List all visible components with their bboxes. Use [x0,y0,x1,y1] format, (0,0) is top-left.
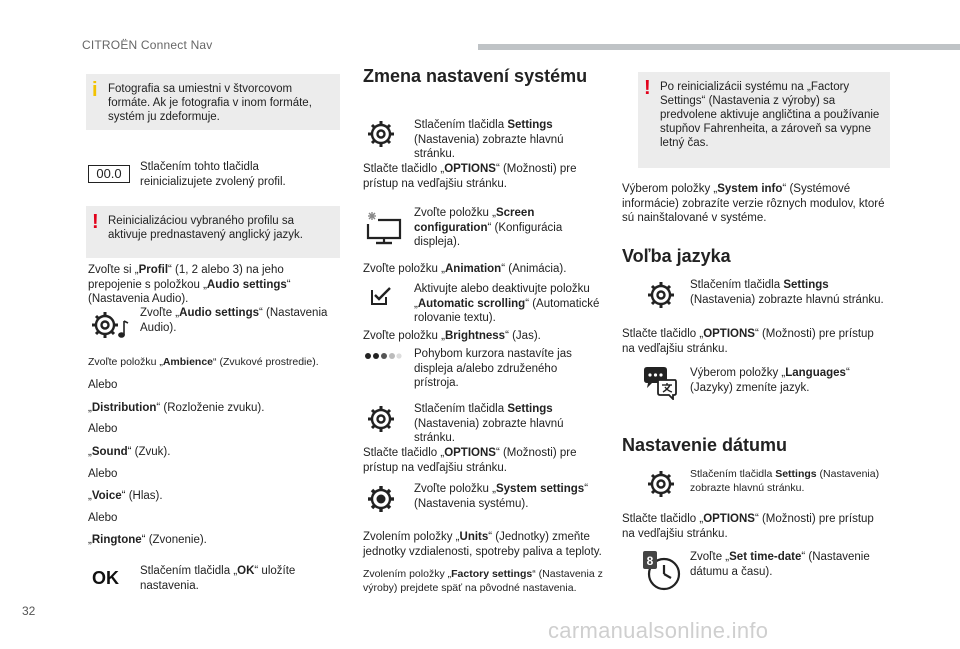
brightness-text: Zvoľte položku „Brightness“ (Jas). [363,330,541,342]
ok-icon: OK [92,568,119,588]
note-photo: i Fotografia sa umiestni v štvorcovom formáte. Ak je fotografia v inom formáte, systém ju zdeformuje. [86,74,340,130]
watermark: carmanualsonline.info [548,618,769,643]
info-icon: i [92,79,98,101]
reset-icon: 00.0 [88,165,130,183]
note-factory: ! Po reinicializácii systému na „Factory Settings“ (Nastavenia z výroby) sa predvolene aktivuje angličtina a používanie stupňov Fahrenheita, a zároveň sa vypne letný čas. [638,72,890,168]
alebo-1: Alebo [88,379,118,391]
profile-text: Zvoľte si „Profil“ (1, 2 alebo 3) na jeho prepojenie s položkou „Audio settings“ (Nastavenia Audio). [88,264,291,305]
distribution-text: „Distribution“ (Rozloženie zvuku). [88,402,265,414]
alebo-2: Alebo [88,423,118,435]
section-title-language: Voľba jazyka [622,246,731,266]
options-text-3: Stlačte tlačidlo „OPTIONS“ (Možnosti) pre prístup na vedľajšiu stránku. [622,328,874,355]
alebo-4: Alebo [88,512,118,524]
screen-config-text: Zvoľte položku „Screen configuration“ (Konfigurácia displeja). [414,207,563,248]
cursor-text: Pohybom kurzora nastavíte jas displeja a/alebo združeného prístroja. [414,348,572,389]
sound-text: „Sound“ (Zvuk). [88,446,171,458]
settings-text-3: Stlačením tlačidla Settings (Nastavenia) zobrazte hlavnú stránku. [690,279,884,306]
ok-text: Stlačením tlačidla „OK“ uložíte nastavenia. [140,565,296,592]
ambience-text: Zvoľte položku „Ambience“ (Zvukové prostredie). [88,356,319,368]
date-badge: 8 [646,554,654,568]
language-icon [642,366,678,400]
auto-scroll-text: Aktivujte alebo deaktivujte položku „Automatic scrolling“ (Automatické rolovanie textu). [414,283,600,324]
warning-icon: ! [644,77,651,99]
units-text: Zvolením položky „Units“ (Jednotky) zmeňte jednotky vzdialenosti, spotreby paliva a teploty. [363,531,602,558]
options-text-4: Stlačte tlačidlo „OPTIONS“ (Možnosti) pre prístup na vedľajšiu stránku. [622,513,874,540]
ringtone-text: „Ringtone“ (Zvonenie). [88,534,207,546]
audio-settings-text: Zvoľte „Audio settings“ (Nastavenia Audio). [140,307,328,334]
options-text-2: Stlačte tlačidlo „OPTIONS“ (Možnosti) pre prístup na vedľajšiu stránku. [363,447,577,474]
settings-text-2: Stlačením tlačidla Settings (Nastavenia) zobrazte hlavnú stránku. [414,403,564,444]
gear-icon [366,404,396,434]
settings-text-1: Stlačením tlačidla Settings (Nastavenia) zobrazte hlavnú stránku. [414,119,564,160]
section-title-system: Zmena nastavení systému [363,66,588,86]
options-text-1: Stlačte tlačidlo „OPTIONS“ (Možnosti) pre prístup na vedľajšiu stránku. [363,163,577,190]
header-bar [478,44,960,50]
voice-text: „Voice“ (Hlas). [88,490,163,502]
system-settings-text: Zvoľte položku „System settings“ (Nastavenia systému). [414,483,589,510]
reset-text: Stlačením tohto tlačidla reinicializujete zvolený profil. [140,161,286,188]
gear-icon [646,280,676,310]
languages-text: Výberom položky „Languages“ (Jazyky) zmeníte jazyk. [690,367,850,394]
settings-text-4: Stlačením tlačidla Settings (Nastavenia) zobrazte hlavnú stránku. [690,468,880,494]
document-header: CITROËN Connect Nav [82,38,213,52]
factory-text: Zvolením položky „Factory settings“ (Nastavenia z výroby) prejdete späť na pôvodné nastavenia. [363,568,603,594]
checkbox-icon [370,286,392,306]
gear-music-icon [90,309,130,341]
alebo-3: Alebo [88,468,118,480]
note-reset: ! Reinicializáciou vybraného profilu sa aktivuje prednastavený anglický jazyk. [86,206,340,258]
set-time-date-text: Zvoľte „Set time-date“ (Nastavenie dátumu a času). [690,551,870,578]
animation-text: Zvoľte položku „Animation“ (Animácia). [363,263,567,275]
system-info-text: Výberom položky „System info“ (Systémové informácie) zobrazíte verzie rôznych modulov, ktoré sú nainštalované v systéme. [622,183,885,224]
system-gear-icon [366,484,398,514]
section-title-date: Nastavenie dátumu [622,435,788,455]
slider-dots-icon [364,351,402,361]
gear-icon [646,469,676,499]
screen-icon [364,210,404,246]
gear-icon [366,119,396,149]
page-number: 32 [22,604,36,618]
warning-icon: ! [92,211,99,233]
